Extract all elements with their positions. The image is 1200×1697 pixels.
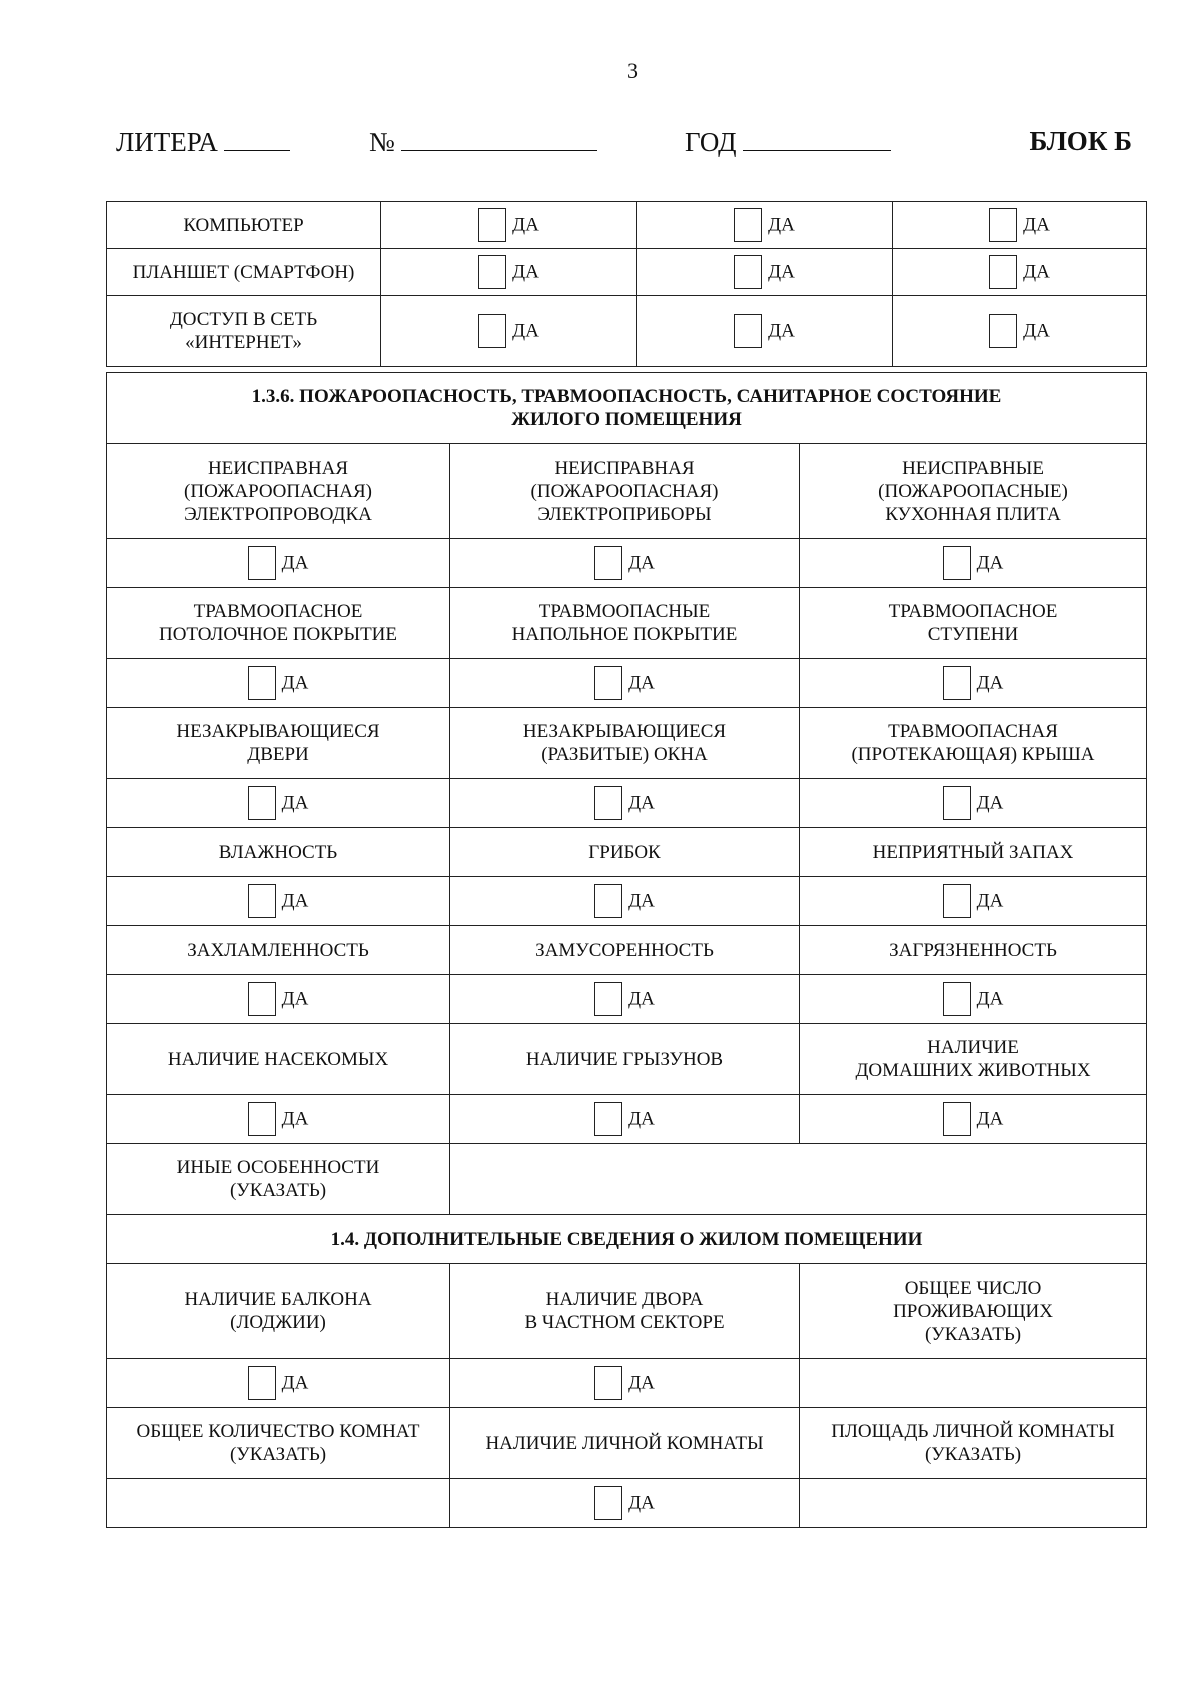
condition-name-label: ТРАВМООПАСНОЕ СТУПЕНИ bbox=[888, 601, 1058, 645]
condition-label-row bbox=[107, 708, 1147, 779]
condition-label-row bbox=[107, 926, 1147, 975]
device-yes-cell bbox=[893, 296, 1147, 367]
condition-name bbox=[800, 926, 1147, 975]
additional-field bbox=[800, 1264, 1147, 1359]
other-features-input[interactable] bbox=[450, 1144, 1147, 1215]
section-14-title-label: 1.4. ДОПОЛНИТЕЛЬНЫЕ СВЕДЕНИЯ О ЖИЛОМ ПОМЕЩЕНИИ bbox=[330, 1228, 923, 1250]
yes-label: ДА bbox=[628, 552, 655, 574]
condition-name-label: НАЛИЧИЕ ДОМАШНИХ ЖИВОТНЫХ bbox=[855, 1037, 1091, 1081]
condition-name-label: ТРАВМООПАСНАЯ (ПРОТЕКАЮЩАЯ) КРЫША bbox=[851, 721, 1095, 765]
checkbox[interactable] bbox=[594, 786, 622, 820]
condition-name-label: НАЛИЧИЕ НАСЕКОМЫХ bbox=[167, 1048, 389, 1070]
device-yes-cell bbox=[381, 296, 637, 367]
device-yes-cell bbox=[637, 249, 893, 296]
additional-field bbox=[450, 1264, 800, 1359]
yard-yes-cell bbox=[450, 1359, 800, 1408]
yes-label: ДА bbox=[1023, 214, 1050, 236]
device-yes-cell bbox=[893, 249, 1147, 296]
condition-check-row bbox=[107, 539, 1147, 588]
checkbox[interactable] bbox=[943, 1102, 971, 1136]
checkbox[interactable] bbox=[734, 314, 762, 348]
condition-name-label: НЕИСПРАВНЫЕ (ПОЖАРООПАСНЫЕ) КУХОННАЯ ПЛИТА bbox=[878, 457, 1068, 525]
checkbox[interactable] bbox=[594, 982, 622, 1016]
checkbox[interactable] bbox=[943, 982, 971, 1016]
checkbox[interactable] bbox=[594, 884, 622, 918]
checkbox[interactable] bbox=[594, 1102, 622, 1136]
condition-yes-cell bbox=[450, 975, 800, 1024]
device-name-label: ПЛАНШЕТ (СМАРТФОН) bbox=[132, 261, 355, 283]
checkbox[interactable] bbox=[734, 255, 762, 289]
device-yes-cell bbox=[893, 202, 1147, 249]
number-field bbox=[369, 126, 597, 158]
condition-name bbox=[800, 588, 1147, 659]
condition-name bbox=[450, 444, 800, 539]
litera-field bbox=[116, 126, 290, 158]
yes-label: ДА bbox=[628, 890, 655, 912]
checkbox[interactable] bbox=[989, 314, 1017, 348]
yes-label: ДА bbox=[628, 672, 655, 694]
checkbox[interactable] bbox=[478, 208, 506, 242]
rooms-input-row bbox=[107, 1479, 1147, 1528]
checkbox[interactable] bbox=[248, 1102, 276, 1136]
yes-label: ДА bbox=[281, 1108, 309, 1130]
yes-label: ДА bbox=[512, 261, 539, 283]
checkbox[interactable] bbox=[248, 884, 276, 918]
rooms-label-row bbox=[107, 1408, 1147, 1479]
checkbox[interactable] bbox=[594, 1366, 622, 1400]
checkbox[interactable] bbox=[943, 546, 971, 580]
device-yes-cell bbox=[637, 296, 893, 367]
yes-label: ДА bbox=[628, 1372, 655, 1394]
balcony-yes-cell bbox=[107, 1359, 450, 1408]
condition-yes-cell bbox=[107, 659, 450, 708]
checkbox[interactable] bbox=[594, 666, 622, 700]
rooms-field bbox=[450, 1408, 800, 1479]
condition-yes-cell bbox=[800, 659, 1147, 708]
checkbox[interactable] bbox=[594, 546, 622, 580]
checkbox[interactable] bbox=[478, 255, 506, 289]
condition-name-label: НЕПРИЯТНЫЙ ЗАПАХ bbox=[872, 841, 1074, 863]
condition-yes-cell bbox=[107, 877, 450, 926]
condition-name-label: ЗАМУСОРЕННОСТЬ bbox=[535, 939, 714, 961]
checkbox[interactable] bbox=[943, 666, 971, 700]
yes-label: ДА bbox=[628, 1492, 655, 1514]
checkbox[interactable] bbox=[943, 786, 971, 820]
device-row bbox=[107, 202, 1147, 249]
personal-room-yes-cell bbox=[450, 1479, 800, 1528]
yes-label: ДА bbox=[976, 890, 1004, 912]
yes-label: ДА bbox=[1023, 320, 1050, 342]
yes-label: ДА bbox=[512, 320, 539, 342]
year-field bbox=[685, 126, 891, 158]
litera-label: ЛИТЕРА bbox=[116, 127, 218, 157]
condition-name bbox=[107, 828, 450, 877]
residents-count-input[interactable] bbox=[800, 1359, 1147, 1408]
section-136-title-label: 1.3.6. ПОЖАРООПАСНОСТЬ, ТРАВМООПАСНОСТЬ, САНИТАРНОЕ СОСТОЯНИЕ ЖИЛОГО ПОМЕЩЕНИЯ bbox=[251, 386, 1002, 430]
condition-name-label: НЕЗАКРЫВАЮЩИЕСЯ (РАЗБИТЫЕ) ОКНА bbox=[522, 721, 727, 765]
checkbox[interactable] bbox=[943, 884, 971, 918]
device-name bbox=[107, 296, 381, 367]
condition-name-label: НАЛИЧИЕ ГРЫЗУНОВ bbox=[525, 1048, 724, 1070]
yes-label: ДА bbox=[976, 672, 1004, 694]
device-name-label: ДОСТУП В СЕТЬ «ИНТЕРНЕТ» bbox=[169, 309, 318, 353]
condition-name-label: ГРИБОК bbox=[588, 841, 661, 863]
checkbox[interactable] bbox=[248, 546, 276, 580]
condition-check-row bbox=[107, 659, 1147, 708]
other-features-label: ИНЫЕ ОСОБЕННОСТИ (УКАЗАТЬ) bbox=[176, 1157, 380, 1201]
rooms-field bbox=[107, 1408, 450, 1479]
additional-field-label: ОБЩЕЕ ЧИСЛО ПРОЖИВАЮЩИХ (УКАЗАТЬ) bbox=[893, 1277, 1053, 1345]
block-label: БЛОК Б bbox=[1029, 126, 1132, 156]
living-conditions-table bbox=[106, 372, 1147, 1528]
checkbox[interactable] bbox=[248, 982, 276, 1016]
condition-name bbox=[450, 926, 800, 975]
year-input-line[interactable] bbox=[743, 126, 891, 151]
rooms-field-label: ПЛОЩАДЬ ЛИЧНОЙ КОМНАТЫ (УКАЗАТЬ) bbox=[831, 1421, 1115, 1465]
condition-yes-cell bbox=[800, 877, 1147, 926]
condition-yes-cell bbox=[450, 877, 800, 926]
number-label: № bbox=[369, 127, 395, 157]
yes-label: ДА bbox=[281, 552, 309, 574]
condition-yes-cell bbox=[107, 1095, 450, 1144]
condition-name bbox=[450, 828, 800, 877]
yes-label: ДА bbox=[512, 214, 539, 236]
device-row bbox=[107, 296, 1147, 367]
section-14-title bbox=[107, 1215, 1147, 1264]
condition-name-label: ТРАВМООПАСНОЕ ПОТОЛОЧНОЕ ПОКРЫТИЕ bbox=[158, 601, 398, 645]
personal-room-area-input[interactable] bbox=[800, 1479, 1147, 1528]
yes-label: ДА bbox=[768, 261, 795, 283]
additional-field-label: НАЛИЧИЕ ДВОРА В ЧАСТНОМ СЕКТОРЕ bbox=[524, 1289, 725, 1333]
additional-check-row bbox=[107, 1359, 1147, 1408]
condition-label-row bbox=[107, 828, 1147, 877]
device-name-label: КОМПЬЮТЕР bbox=[183, 214, 304, 236]
condition-name-label: ВЛАЖНОСТЬ bbox=[218, 841, 338, 863]
yes-label: ДА bbox=[281, 988, 309, 1010]
condition-name bbox=[107, 444, 450, 539]
rooms-field bbox=[800, 1408, 1147, 1479]
condition-name bbox=[107, 1024, 450, 1095]
device-yes-cell bbox=[637, 202, 893, 249]
condition-yes-cell bbox=[107, 779, 450, 828]
yes-label: ДА bbox=[1023, 261, 1050, 283]
rooms-field-label: НАЛИЧИЕ ЛИЧНОЙ КОМНАТЫ bbox=[485, 1432, 764, 1454]
device-yes-cell bbox=[381, 202, 637, 249]
checkbox[interactable] bbox=[248, 666, 276, 700]
additional-label-row bbox=[107, 1264, 1147, 1359]
rooms-count-input[interactable] bbox=[107, 1479, 450, 1528]
condition-check-row bbox=[107, 779, 1147, 828]
section-136-heading-row bbox=[107, 373, 1147, 444]
yes-label: ДА bbox=[976, 1108, 1004, 1130]
condition-yes-cell bbox=[450, 539, 800, 588]
checkbox[interactable] bbox=[248, 786, 276, 820]
condition-name bbox=[107, 926, 450, 975]
yes-label: ДА bbox=[281, 890, 309, 912]
checkbox[interactable] bbox=[248, 1366, 276, 1400]
device-row bbox=[107, 249, 1147, 296]
devices-table bbox=[106, 201, 1147, 367]
yes-label: ДА bbox=[768, 214, 795, 236]
condition-label-row bbox=[107, 588, 1147, 659]
yes-label: ДА bbox=[628, 792, 655, 814]
condition-yes-cell bbox=[800, 779, 1147, 828]
other-features bbox=[107, 1144, 450, 1215]
condition-label-row bbox=[107, 444, 1147, 539]
condition-yes-cell bbox=[800, 1095, 1147, 1144]
yes-label: ДА bbox=[976, 792, 1004, 814]
yes-label: ДА bbox=[281, 1372, 309, 1394]
condition-name bbox=[107, 588, 450, 659]
other-features-row bbox=[107, 1144, 1147, 1215]
condition-name bbox=[800, 828, 1147, 877]
condition-check-row bbox=[107, 975, 1147, 1024]
number-input-line[interactable] bbox=[401, 126, 597, 151]
condition-name-label: НЕИСПРАВНАЯ (ПОЖАРООПАСНАЯ) ЭЛЕКТРОПРИБОРЫ bbox=[530, 457, 719, 525]
condition-name bbox=[107, 708, 450, 779]
condition-label-row bbox=[107, 1024, 1147, 1095]
device-yes-cell bbox=[381, 249, 637, 296]
condition-name bbox=[800, 1024, 1147, 1095]
litera-input-line[interactable] bbox=[224, 126, 290, 151]
condition-name-label: НЕЗАКРЫВАЮЩИЕСЯ ДВЕРИ bbox=[176, 721, 380, 765]
condition-yes-cell bbox=[450, 1095, 800, 1144]
device-name bbox=[107, 202, 381, 249]
yes-label: ДА bbox=[628, 1108, 655, 1130]
device-name bbox=[107, 249, 381, 296]
condition-yes-cell bbox=[107, 975, 450, 1024]
checkbox[interactable] bbox=[989, 208, 1017, 242]
yes-label: ДА bbox=[768, 320, 795, 342]
page-number: 3 bbox=[627, 58, 638, 83]
condition-yes-cell bbox=[107, 539, 450, 588]
condition-name bbox=[450, 1024, 800, 1095]
condition-name bbox=[450, 708, 800, 779]
yes-label: ДА bbox=[976, 552, 1004, 574]
checkbox[interactable] bbox=[594, 1486, 622, 1520]
condition-check-row bbox=[107, 1095, 1147, 1144]
rooms-field-label: ОБЩЕЕ КОЛИЧЕСТВО КОМНАТ (УКАЗАТЬ) bbox=[136, 1421, 420, 1465]
section-136-title bbox=[107, 373, 1147, 444]
condition-name bbox=[450, 588, 800, 659]
condition-name-label: НЕИСПРАВНАЯ (ПОЖАРООПАСНАЯ) ЭЛЕКТРОПРОВОДКА bbox=[184, 457, 372, 525]
section-14-heading-row bbox=[107, 1215, 1147, 1264]
condition-name bbox=[800, 708, 1147, 779]
yes-label: ДА bbox=[628, 988, 655, 1010]
condition-name-label: ТРАВМООПАСНЫЕ НАПОЛЬНОЕ ПОКРЫТИЕ bbox=[511, 601, 738, 645]
condition-yes-cell bbox=[450, 779, 800, 828]
condition-name-label: ЗАГРЯЗНЕННОСТЬ bbox=[889, 939, 1057, 961]
yes-label: ДА bbox=[281, 672, 309, 694]
additional-field bbox=[107, 1264, 450, 1359]
yes-label: ДА bbox=[281, 792, 309, 814]
condition-yes-cell bbox=[800, 975, 1147, 1024]
condition-yes-cell bbox=[450, 659, 800, 708]
condition-yes-cell bbox=[800, 539, 1147, 588]
checkbox[interactable] bbox=[989, 255, 1017, 289]
year-label: ГОД bbox=[685, 127, 737, 157]
additional-field-label: НАЛИЧИЕ БАЛКОНА (ЛОДЖИИ) bbox=[184, 1289, 372, 1333]
condition-name bbox=[800, 444, 1147, 539]
condition-name-label: ЗАХЛАМЛЕННОСТЬ bbox=[187, 939, 369, 961]
condition-check-row bbox=[107, 877, 1147, 926]
checkbox[interactable] bbox=[478, 314, 506, 348]
yes-label: ДА bbox=[976, 988, 1004, 1010]
checkbox[interactable] bbox=[734, 208, 762, 242]
